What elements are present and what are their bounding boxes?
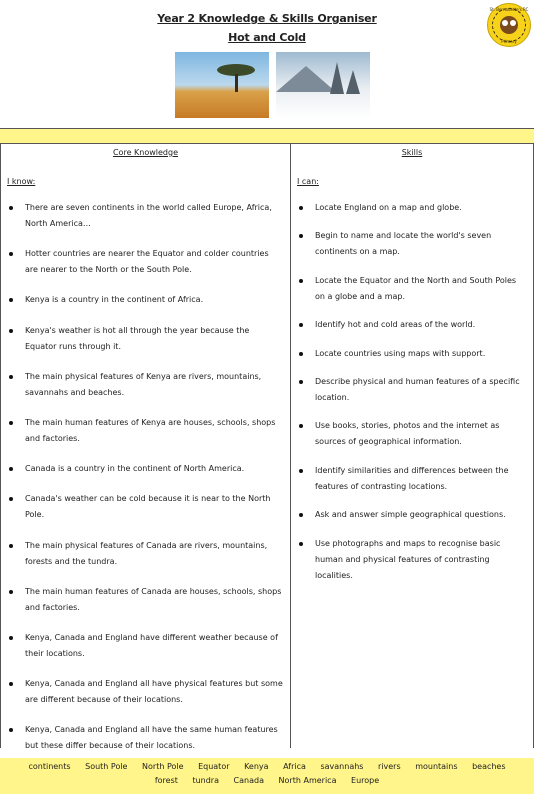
pine-tree	[330, 62, 344, 94]
skills-heading: Skills	[401, 148, 423, 157]
core-knowledge-column	[0, 144, 290, 751]
vocab-word: North America	[278, 776, 337, 785]
vocab-word: Equator	[198, 762, 230, 771]
bullet-icon	[299, 234, 303, 238]
list-item-text: Canada's weather can be cold because it is near to the North Pole.	[25, 494, 271, 520]
school-logo	[487, 3, 531, 47]
pine-tree	[346, 70, 360, 94]
list-item-text: Use books, stories, photos and the internet as sources of geographical information.	[315, 421, 500, 447]
vocab-word: South Pole	[85, 762, 128, 771]
logo-bottom-text: Primary	[501, 39, 517, 44]
page-subtitle: Hot and Cold	[228, 31, 306, 44]
list-item-text: Locate countries using maps with support.	[315, 348, 486, 358]
bullet-icon	[9, 206, 13, 210]
list-item	[9, 415, 283, 447]
list-item	[9, 491, 283, 523]
vocabulary-bar	[0, 758, 534, 794]
list-item-text: Kenya's weather is hot all through the year because the Equator runs through it.	[25, 325, 250, 351]
list-item-text: There are seven continents in the world called Europe, Africa, North America…	[25, 203, 272, 228]
vocab-word: Africa	[283, 762, 306, 771]
list-item-text: The main human features of Kenya are houses, schools, shops and factories.	[25, 417, 276, 443]
list-item-text: Identify similarities and differences between the features of contrasting locations.	[315, 465, 509, 491]
list-item	[9, 323, 283, 355]
bullet-icon	[9, 636, 13, 640]
list-item	[9, 292, 283, 308]
list-item-text: Kenya, Canada and England all have physical features but some are different because of their locations.	[25, 679, 283, 705]
content-table	[0, 144, 534, 751]
vocab-word: North Pole	[142, 762, 184, 771]
bullet-icon	[299, 352, 303, 356]
bullet-icon	[299, 380, 303, 384]
list-item	[9, 584, 283, 616]
list-item	[9, 246, 283, 278]
vocab-word: mountains	[415, 762, 458, 771]
list-item-text: The main physical features of Kenya are rivers, mountains, savannahs and beaches.	[25, 371, 262, 397]
cold-snow-photo	[276, 52, 370, 118]
list-item	[299, 273, 527, 305]
acacia-tree-trunk	[235, 74, 238, 92]
vocab-word: rivers	[378, 762, 401, 771]
list-item-text: Kenya, Canada and England have different weather because of their locations.	[25, 632, 278, 658]
list-item	[299, 507, 527, 523]
bullet-icon	[9, 467, 13, 471]
list-item	[9, 676, 283, 708]
vocab-word: forest	[154, 776, 178, 785]
list-item-text: The main human features of Canada are houses, schools, shops and factories.	[25, 586, 282, 612]
vocab-word: tundra	[192, 776, 219, 785]
vocab-word: continents	[28, 762, 71, 771]
vocab-word: beaches	[472, 762, 506, 771]
list-item	[9, 630, 283, 662]
i-know-label: I know:	[7, 177, 36, 186]
bullet-icon	[9, 421, 13, 425]
list-item	[9, 538, 283, 570]
logo-top-text: St. Bernadette's RC	[489, 7, 529, 12]
list-item	[299, 418, 527, 450]
list-item	[299, 200, 527, 216]
bullet-icon	[9, 298, 13, 302]
bullet-icon	[299, 424, 303, 428]
header	[0, 0, 534, 128]
bullet-icon	[9, 682, 13, 686]
list-item-text: Kenya, Canada and England all have the same human features but these differ because of their locations.	[25, 725, 278, 751]
list-item-text: Canada is a country in the continent of North America.	[25, 464, 245, 474]
list-item	[9, 369, 283, 401]
vocab-word: Kenya	[244, 762, 269, 771]
bullet-icon	[9, 728, 13, 732]
bullet-icon	[9, 252, 13, 256]
list-item-text: Begin to name and locate the world's seven continents on a map.	[315, 231, 492, 257]
list-item-text: Describe physical and human features of a specific location.	[315, 376, 520, 402]
i-can-label: I can:	[297, 177, 319, 186]
list-item-text: Kenya is a country in the continent of Africa.	[25, 295, 204, 305]
list-item	[299, 228, 527, 260]
list-item	[299, 346, 527, 362]
page-title: Year 2 Knowledge & Skills Organiser	[157, 12, 377, 25]
bullet-icon	[299, 542, 303, 546]
skills-list	[299, 200, 527, 596]
list-item-text: Use photographs and maps to recognise basic human and physical features of contrasting localities.	[315, 538, 501, 580]
list-item	[299, 374, 527, 406]
vocab-word: Canada	[233, 776, 264, 785]
list-item	[299, 463, 527, 495]
bullet-icon	[9, 375, 13, 379]
list-item	[299, 536, 527, 584]
list-item	[9, 722, 283, 754]
bullet-icon	[299, 279, 303, 283]
bullet-icon	[9, 497, 13, 501]
core-knowledge-list	[9, 200, 283, 768]
vocab-word: Europe	[351, 776, 380, 785]
bullet-icon	[299, 206, 303, 210]
bullet-icon	[299, 469, 303, 473]
list-item-text: Ask and answer simple geographical questions.	[315, 510, 506, 520]
mountain-shape	[276, 66, 336, 92]
list-item	[9, 200, 283, 232]
top-yellow-band	[0, 128, 534, 144]
owl-eye-left	[502, 20, 508, 26]
bullet-icon	[9, 590, 13, 594]
hot-savannah-photo	[175, 52, 269, 118]
vocab-word: savannahs	[320, 762, 364, 771]
list-item-text: Locate the Equator and the North and South Poles on a globe and a map.	[315, 275, 517, 301]
bullet-icon	[9, 329, 13, 333]
list-item-text: Identify hot and cold areas of the world.	[315, 320, 476, 330]
list-item-text: Hotter countries are nearer the Equator and colder countries are nearer to the North or the South Pole.	[25, 249, 269, 275]
list-item	[9, 461, 283, 477]
list-item-text: The main physical features of Canada are rivers, mountains, forests and the tundra.	[25, 540, 268, 566]
core-knowledge-heading: Core Knowledge	[112, 148, 179, 157]
list-item	[299, 317, 527, 333]
owl-icon	[500, 16, 518, 34]
skills-column	[290, 144, 534, 748]
bullet-icon	[299, 323, 303, 327]
bullet-icon	[299, 513, 303, 517]
owl-eye-right	[510, 20, 516, 26]
bullet-icon	[9, 544, 13, 548]
list-item-text: Locate England on a map and globe.	[315, 203, 462, 212]
